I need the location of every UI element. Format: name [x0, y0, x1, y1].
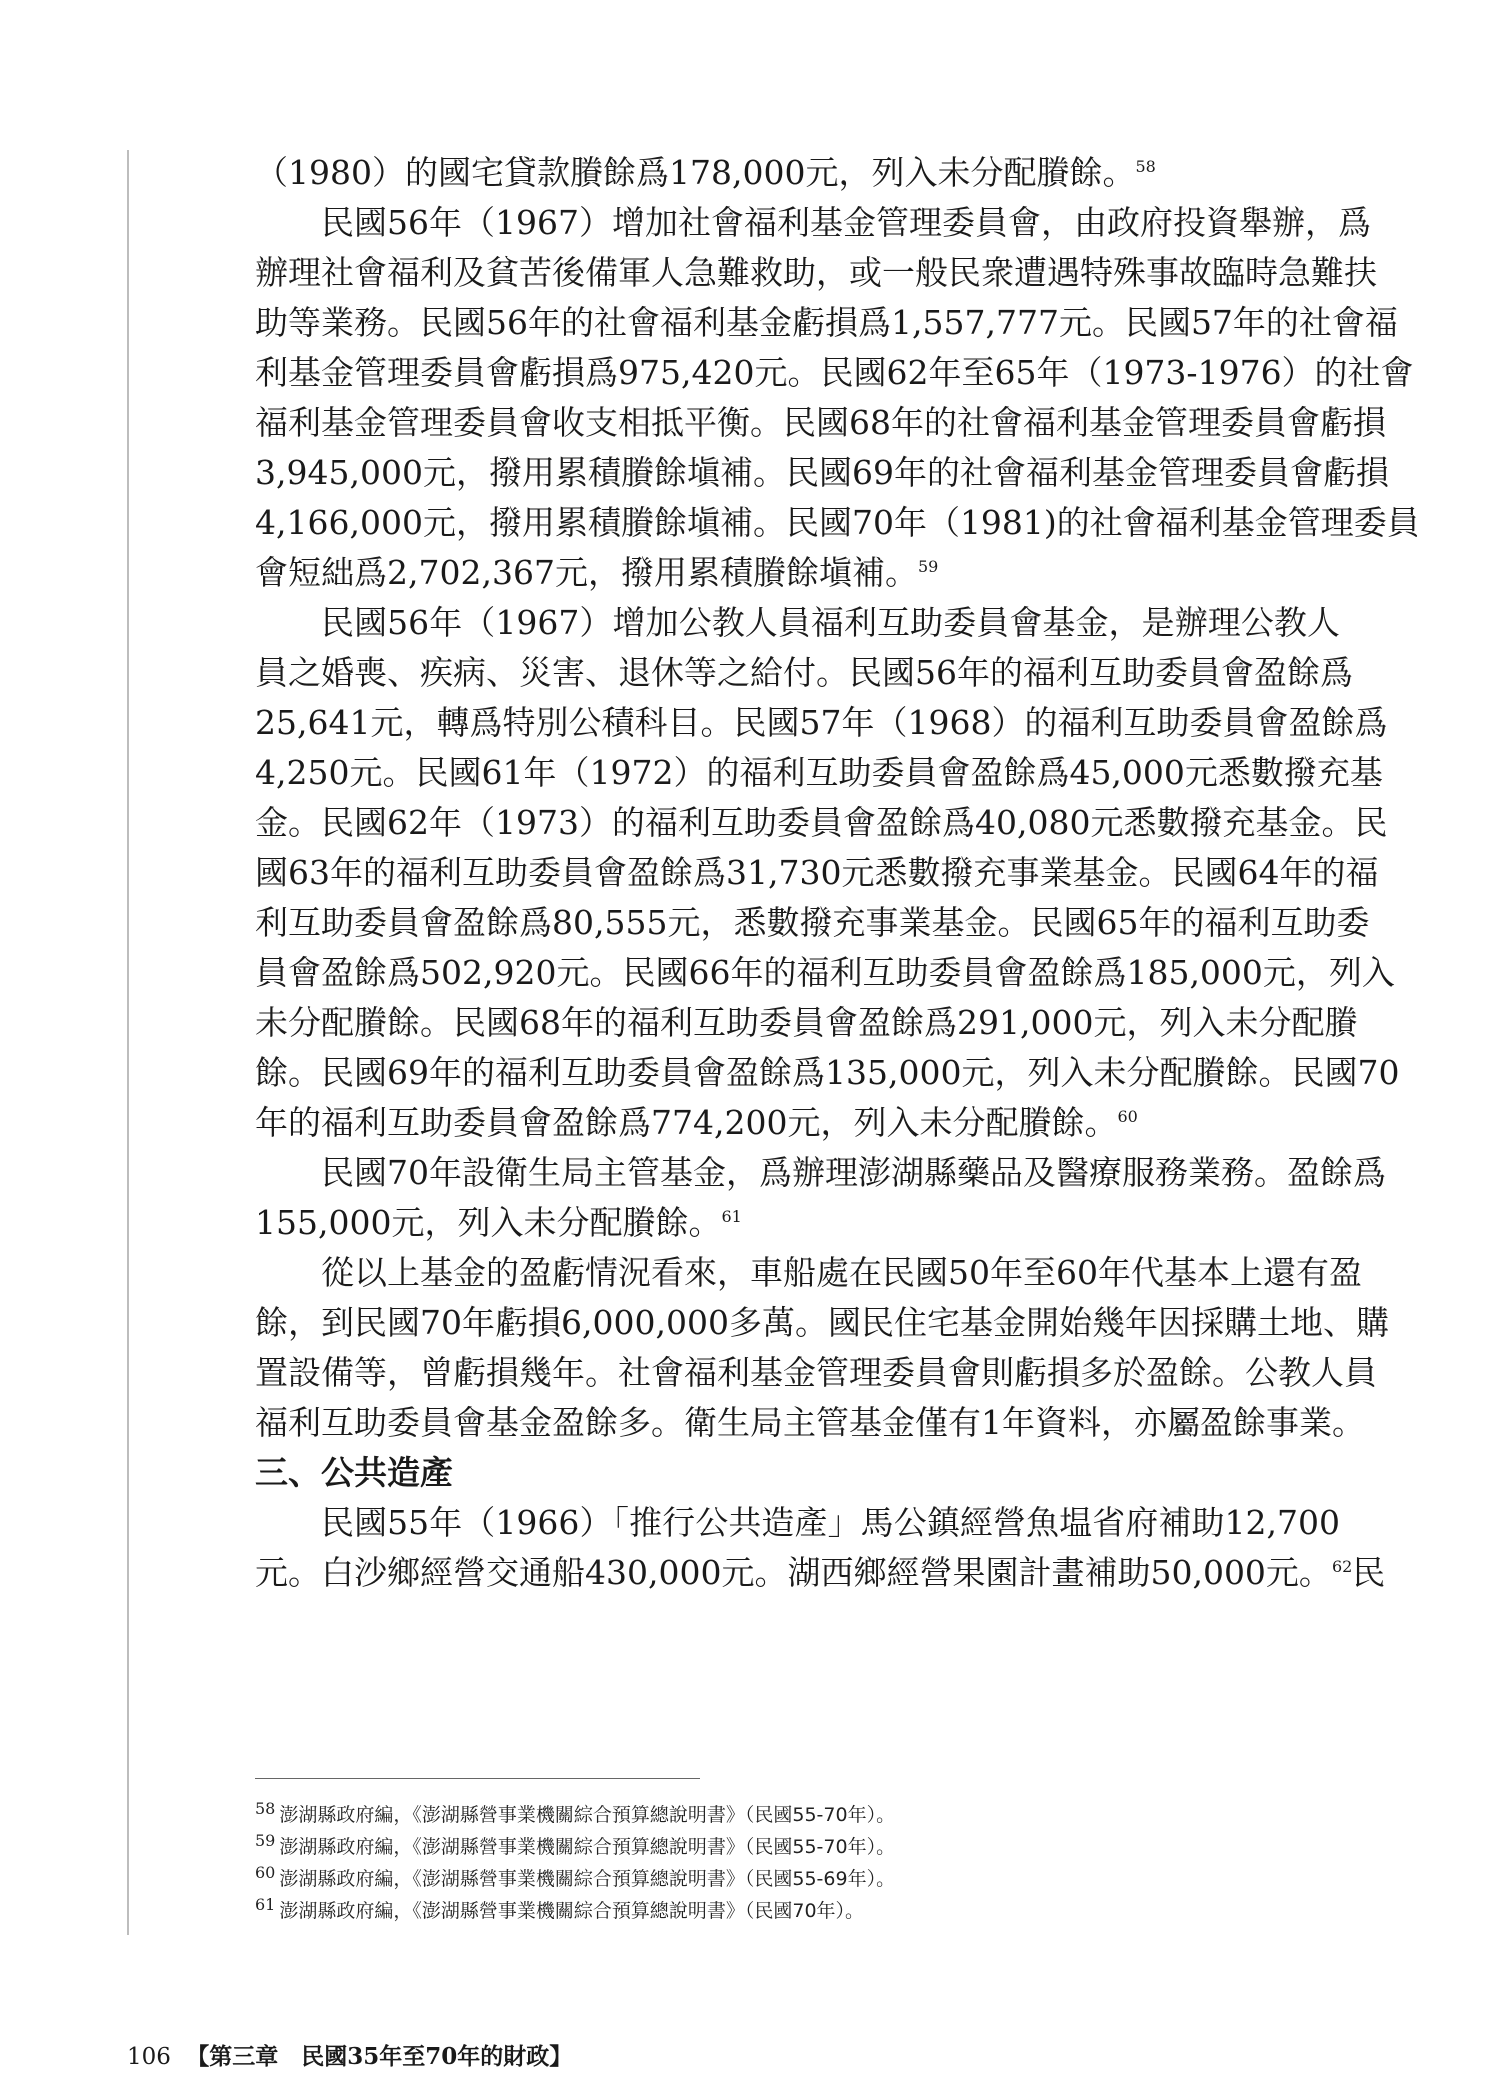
body-line: 餘，到民國70年虧損6,000,000多萬。國民住宅基金開始幾年因採購土地、購: [255, 1303, 1389, 1342]
body-line: 員之婚喪、疾病、災害、退休等之給付。民國56年的福利互助委員會盈餘爲: [255, 653, 1353, 692]
body-line: 3,945,000元，撥用累積賸餘塡補。民國69年的社會福利基金管理委員會虧損: [255, 453, 1389, 492]
body-text: [255, 148, 1420, 1598]
body-line: 155,000元，列入未分配賸餘。$^{61}$: [255, 1203, 742, 1242]
body-line: 利基金管理委員會虧損爲975,420元。民國62年至65年（1973-1976）的社會: [255, 353, 1414, 392]
body-line: 民國56年（1967）增加社會福利基金管理委員會，由政府投資舉辦，爲: [321, 203, 1371, 242]
body-line: 年的福利互助委員會盈餘爲774,200元，列入未分配賸餘。$^{60}$: [255, 1103, 1138, 1142]
body-line: 4,166,000元，撥用累積賸餘塡補。民國70年（1981)的社會福利基金管理委員: [255, 503, 1420, 542]
body-line: （1980）的國宅貸款賸餘爲178,000元，列入未分配賸餘。$^{58}$: [255, 153, 1156, 192]
footnote-ref: 61: [721, 1207, 742, 1226]
body-line: 從以上基金的盈虧情況看來，車船處在民國50年至60年代基本上還有盈: [321, 1253, 1362, 1292]
body-line: 民國56年（1967）增加公教人員福利互助委員會基金，是辦理公教人: [321, 603, 1340, 642]
footnote-ref: 59: [917, 557, 939, 576]
body-line: 福利互助委員會基金盈餘多。衛生局主管基金僅有1年資料，亦屬盈餘事業。: [255, 1403, 1365, 1442]
body-line: 辦理社會福利及貧苦後備軍人急難救助，或一般民衆遭遇特殊事故臨時急難扶: [255, 253, 1377, 292]
footnote-ref: 60: [1117, 1107, 1138, 1126]
footnote-item: [255, 1793, 1255, 1825]
footnote-text: 澎湖縣政府編，《澎湖縣營事業機關綜合預算總說明書》（民國55-70年）。: [279, 1804, 896, 1826]
body-line: 福利基金管理委員會收支相抵平衡。民國68年的社會福利基金管理委員會虧損: [255, 403, 1386, 442]
body-line: 員會盈餘爲502,920元。民國66年的福利互助委員會盈餘爲185,000元，列入: [255, 953, 1395, 992]
page-footer: [127, 2038, 572, 2071]
footnote-text: 澎湖縣政府編，《澎湖縣營事業機關綜合預算總說明書》（民國70年）。: [279, 1900, 865, 1922]
footnote-item: [255, 1825, 1255, 1857]
section-heading: 三、公共造產: [255, 1453, 453, 1492]
body-line: 國63年的福利互助委員會盈餘爲31,730元悉數撥充事業基金。民國64年的福: [255, 853, 1379, 892]
footnote-number: 60: [255, 1863, 276, 1882]
footnotes: [255, 1793, 1255, 1921]
body-line: 25,641元，轉爲特別公積科目。民國57年（1968）的福利互助委員會盈餘爲: [255, 703, 1388, 742]
body-line: 4,250元。民國61年（1972）的福利互助委員會盈餘爲45,000元悉數撥充基: [255, 753, 1383, 792]
body-line: 元。白沙鄉經營交通船430,000元。湖西鄉經營果園計畫補助50,000元。$^{62}$民: [255, 1553, 1386, 1592]
body-line: 餘。民國69年的福利互助委員會盈餘爲135,000元，列入未分配賸餘。民國70: [255, 1053, 1400, 1092]
page-number: 106: [127, 2044, 171, 2070]
footnote-text: 澎湖縣政府編，《澎湖縣營事業機關綜合預算總說明書》（民國55-69年）。: [279, 1868, 896, 1890]
body-line: 置設備等，曾虧損幾年。社會福利基金管理委員會則虧損多於盈餘。公教人員: [255, 1353, 1377, 1392]
body-line: 助等業務。民國56年的社會福利基金虧損爲1,557,777元。民國57年的社會福: [255, 303, 1398, 342]
footnote-number: 61: [255, 1895, 276, 1914]
footnote-divider: [255, 1778, 700, 1779]
footnote-number: 59: [255, 1831, 276, 1850]
body-line: 利互助委員會盈餘爲80,555元，悉數撥充事業基金。民國65年的福利互助委: [255, 903, 1370, 942]
footnote-text: 澎湖縣政府編，《澎湖縣營事業機關綜合預算總說明書》（民國55-70年）。: [279, 1836, 896, 1858]
footnote-item: [255, 1889, 1255, 1921]
footnote-item: [255, 1857, 1255, 1889]
body-line: 民國70年設衛生局主管基金，爲辦理澎湖縣藥品及醫療服務業務。盈餘爲: [321, 1153, 1386, 1192]
body-line: 民國55年（1966）「推行公共造產」馬公鎮經營魚塭省府補助12,700: [321, 1503, 1340, 1542]
footnote-number: 58: [255, 1799, 276, 1818]
footnote-ref: 58: [1135, 157, 1156, 176]
body-line: 未分配賸餘。民國68年的福利互助委員會盈餘爲291,000元，列入未分配賸: [255, 1003, 1358, 1042]
body-line: 金。民國62年（1973）的福利互助委員會盈餘爲40,080元悉數撥充基金。民: [255, 803, 1388, 842]
body-line: 會短絀爲2,702,367元，撥用累積賸餘塡補。$^{59}$: [255, 553, 939, 592]
footnote-ref: 62: [1331, 1557, 1353, 1576]
margin-rule: [127, 150, 129, 1935]
chapter-title: 【第三章 民國35年至70年的財政】: [186, 2043, 573, 2070]
